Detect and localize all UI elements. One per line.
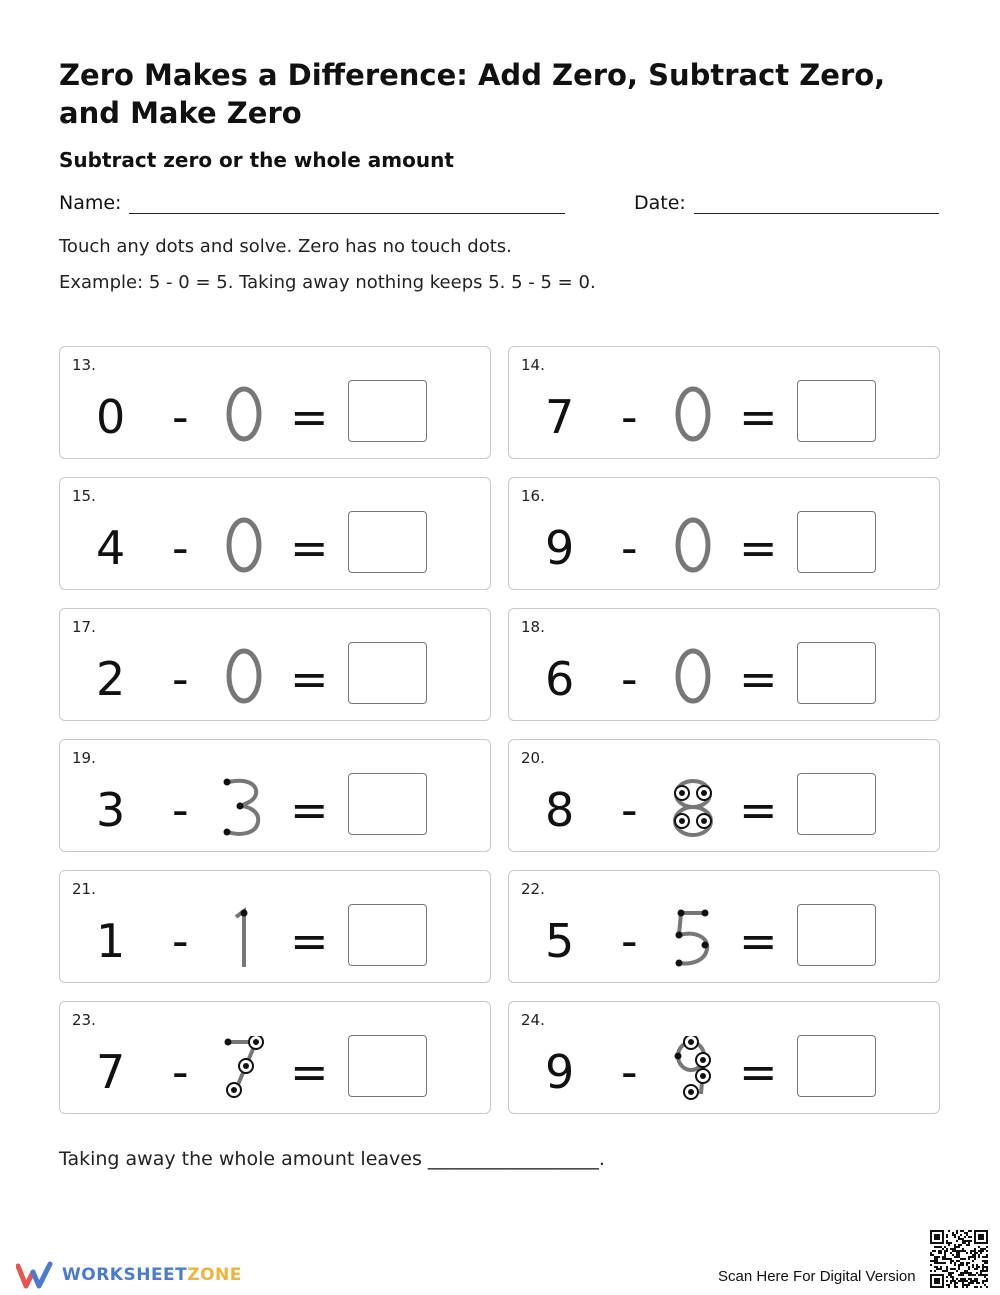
minus-sign: - — [621, 1045, 638, 1099]
problem-number: 15. — [72, 487, 96, 505]
minus-sign: - — [621, 914, 638, 968]
minuend: 5 — [545, 914, 575, 968]
touch-dot-digit-icon[interactable] — [216, 512, 272, 578]
touch-dot-digit-icon[interactable] — [665, 512, 721, 578]
problem-card — [508, 608, 940, 721]
minus-sign: - — [621, 521, 638, 575]
summary-question: Taking away the whole amount leaves __________________. — [59, 1148, 605, 1170]
problem-number: 18. — [521, 618, 545, 636]
problem-number: 16. — [521, 487, 545, 505]
minuend: 8 — [545, 783, 575, 837]
worksheetzone-logo — [16, 1260, 242, 1290]
minuend: 6 — [545, 652, 575, 706]
logo-icon — [16, 1260, 54, 1290]
minuend: 4 — [96, 521, 126, 575]
problem-card — [59, 1001, 491, 1114]
problem-card — [508, 477, 940, 590]
problem-card — [59, 608, 491, 721]
problem-card — [508, 1001, 940, 1114]
problem-number: 23. — [72, 1011, 96, 1029]
touch-dot-digit-icon[interactable] — [665, 381, 721, 447]
date-label: Date: — [634, 192, 686, 214]
scan-text: Scan Here For Digital Version — [718, 1268, 916, 1285]
answer-box[interactable] — [797, 904, 876, 966]
equals-sign: = — [739, 914, 778, 968]
touch-dot-digit-icon[interactable] — [216, 774, 272, 840]
minuend: 9 — [545, 1045, 575, 1099]
equals-sign: = — [739, 521, 778, 575]
touch-dot-digit-icon[interactable] — [665, 1036, 721, 1102]
answer-box[interactable] — [348, 773, 427, 835]
minus-sign: - — [621, 783, 638, 837]
touch-dot-digit-icon[interactable] — [665, 905, 721, 971]
answer-box[interactable] — [348, 904, 427, 966]
problem-number: 20. — [521, 749, 545, 767]
problem-card — [59, 739, 491, 852]
minuend: 1 — [96, 914, 126, 968]
touch-dot-digit-icon[interactable] — [216, 1036, 272, 1102]
problem-number: 21. — [72, 880, 96, 898]
name-line[interactable] — [129, 193, 565, 214]
minuend: 7 — [545, 390, 575, 444]
minus-sign: - — [172, 521, 189, 575]
qr-code-icon[interactable] — [930, 1230, 988, 1288]
problem-number: 13. — [72, 356, 96, 374]
answer-box[interactable] — [348, 511, 427, 573]
equals-sign: = — [739, 1045, 778, 1099]
problem-number: 19. — [72, 749, 96, 767]
equals-sign: = — [739, 783, 778, 837]
date-field[interactable] — [634, 192, 939, 214]
minus-sign: - — [172, 652, 189, 706]
date-line[interactable] — [694, 193, 939, 214]
equals-sign: = — [739, 652, 778, 706]
equals-sign: = — [739, 390, 778, 444]
page-title: Zero Makes a Difference: Add Zero, Subtract Zero, and Make Zero — [59, 58, 886, 130]
answer-box[interactable] — [797, 773, 876, 835]
minus-sign: - — [172, 1045, 189, 1099]
equals-sign: = — [290, 652, 329, 706]
answer-box[interactable] — [797, 380, 876, 442]
touch-dot-digit-icon[interactable] — [216, 381, 272, 447]
touch-dot-digit-icon[interactable] — [216, 643, 272, 709]
problem-number: 17. — [72, 618, 96, 636]
touch-dot-digit-icon[interactable] — [665, 643, 721, 709]
answer-box[interactable] — [348, 1035, 427, 1097]
minus-sign: - — [172, 914, 189, 968]
touch-dot-digit-icon[interactable] — [665, 774, 721, 840]
minus-sign: - — [621, 390, 638, 444]
minuend: 7 — [96, 1045, 126, 1099]
problem-number: 22. — [521, 880, 545, 898]
problem-card — [59, 477, 491, 590]
minuend: 3 — [96, 783, 126, 837]
minus-sign: - — [621, 652, 638, 706]
problem-card — [508, 739, 940, 852]
problem-card — [59, 346, 491, 459]
problem-number: 24. — [521, 1011, 545, 1029]
problem-card — [508, 870, 940, 983]
page-subtitle: Subtract zero or the whole amount — [59, 148, 454, 172]
brand-name: WORKSHEETZONE — [62, 1265, 242, 1285]
minuend: 9 — [545, 521, 575, 575]
problem-number: 14. — [521, 356, 545, 374]
instruction-text: Touch any dots and solve. Zero has no touch dots. — [59, 236, 512, 257]
name-label: Name: — [59, 192, 122, 214]
problem-card — [508, 346, 940, 459]
touch-dot-digit-icon[interactable] — [216, 905, 272, 971]
example-text: Example: 5 - 0 = 5. Taking away nothing keeps 5. 5 - 5 = 0. — [59, 272, 596, 293]
answer-box[interactable] — [797, 1035, 876, 1097]
equals-sign: = — [290, 1045, 329, 1099]
answer-box[interactable] — [348, 642, 427, 704]
name-field[interactable] — [59, 192, 565, 214]
minus-sign: - — [172, 390, 189, 444]
equals-sign: = — [290, 521, 329, 575]
minuend: 2 — [96, 652, 126, 706]
answer-box[interactable] — [797, 511, 876, 573]
answer-box[interactable] — [348, 380, 427, 442]
problem-card — [59, 870, 491, 983]
minus-sign: - — [172, 783, 189, 837]
equals-sign: = — [290, 390, 329, 444]
equals-sign: = — [290, 914, 329, 968]
equals-sign: = — [290, 783, 329, 837]
answer-box[interactable] — [797, 642, 876, 704]
minuend: 0 — [96, 390, 126, 444]
